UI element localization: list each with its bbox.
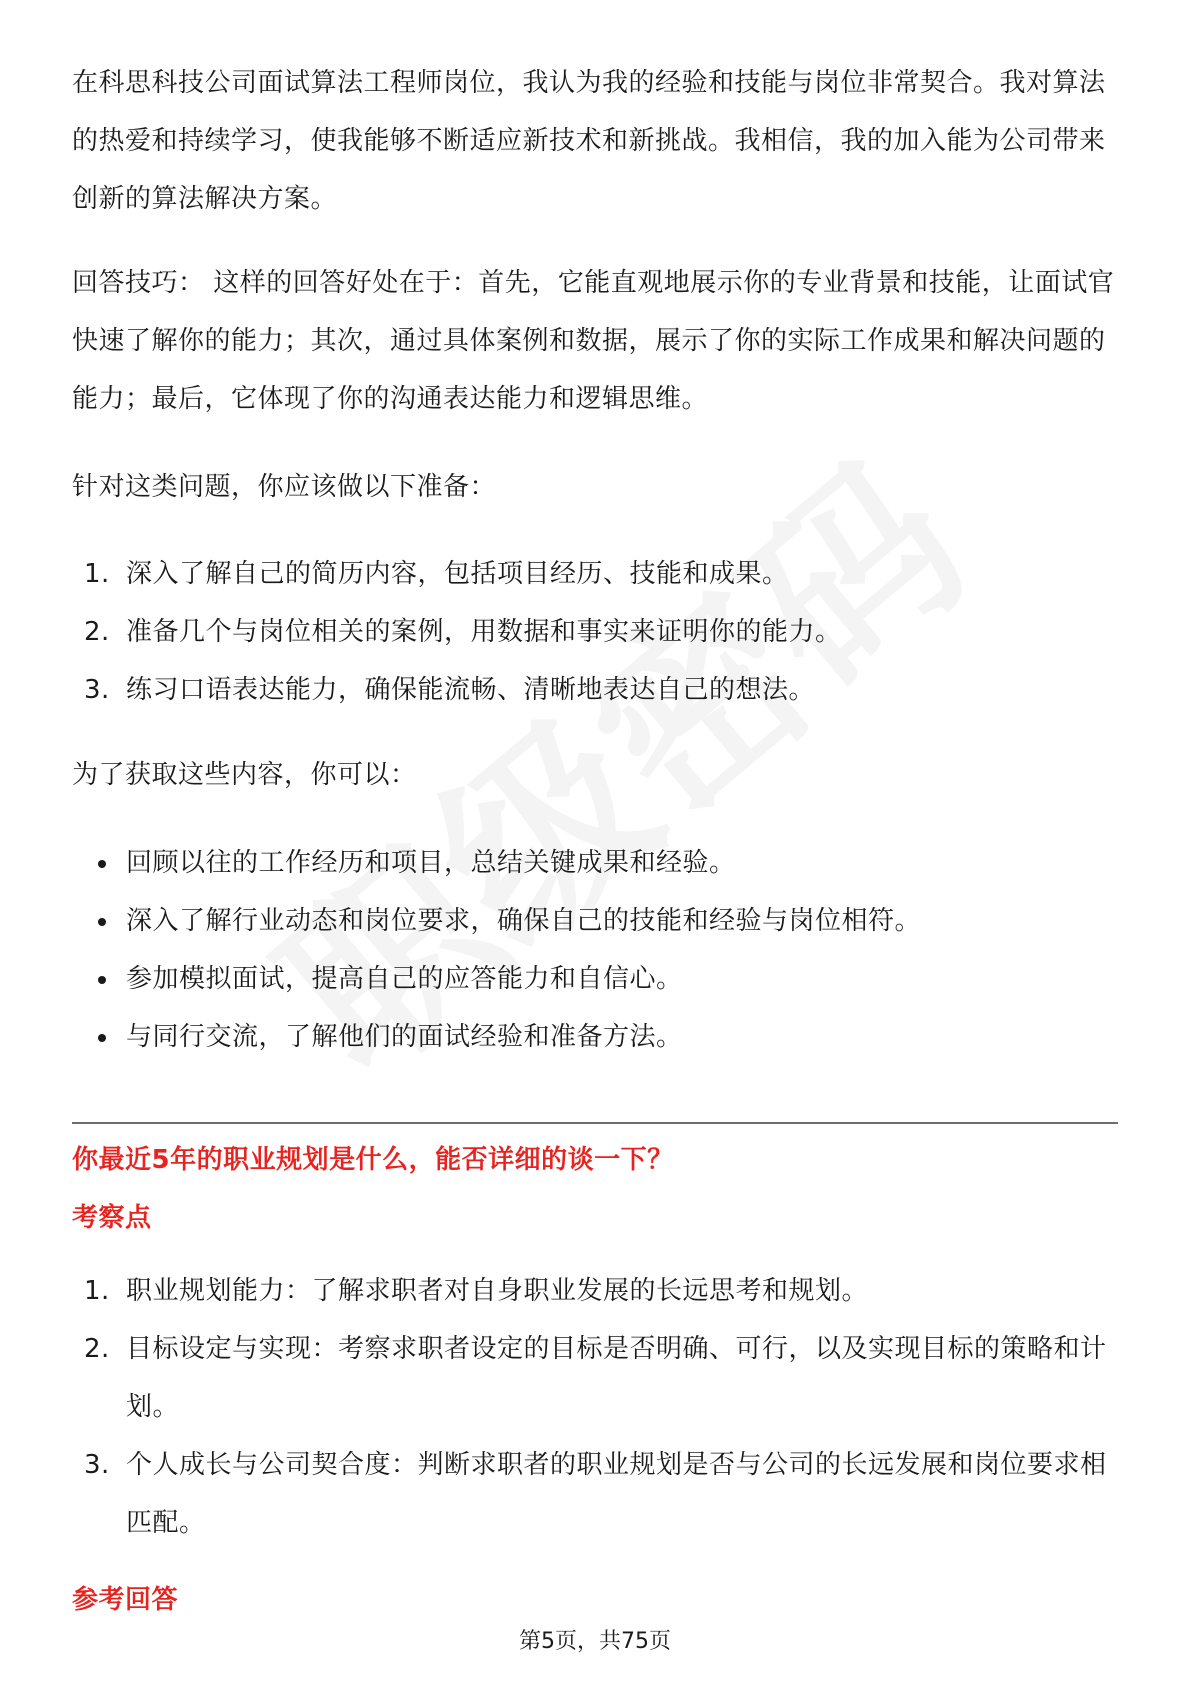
list-item-text: 与同行交流，了解他们的面试经验和准备方法。 [126,1022,683,1052]
list-item-text: 深入了解行业动态和岗位要求，确保自己的技能和经验与岗位相符。 [126,906,922,936]
prep-intro: 针对这类问题，你应该做以下准备： [72,472,497,502]
list-number: 3. [84,675,110,705]
list-number: 2. [84,617,110,647]
list-item [72,545,1118,603]
bullet-icon [98,1034,106,1042]
list-item [72,1262,1118,1320]
section-divider [72,1122,1118,1124]
list-item-text: 个人成长与公司契合度：判断求职者的职业规划是否与公司的长远发展和岗位要求相匹配。 [126,1450,1107,1538]
prep-list [72,545,1118,719]
list-item [72,834,1118,892]
bullet-icon [98,860,106,868]
examine-heading: 考察点 [72,1203,152,1233]
list-item-text: 准备几个与岗位相关的案例，用数据和事实来证明你的能力。 [126,617,842,647]
list-item [72,603,1118,661]
list-item-text: 回顾以往的工作经历和项目，总结关键成果和经验。 [126,848,736,878]
answer-paragraph: 在科思科技公司面试算法工程师岗位，我认为我的经验和技能与岗位非常契合。我对算法的热爱和持续学习，使我能够不断适应新技术和新挑战。我相信，我的加入能为公司带来创新的算法解决方案。 [72,68,1106,214]
answer-heading: 参考回答 [72,1585,179,1615]
list-item-text: 职业规划能力：了解求职者对自身职业发展的长远思考和规划。 [126,1276,869,1306]
list-item-text: 目标设定与实现：考察求职者设定的目标是否明确、可行，以及实现目标的策略和计划。 [126,1334,1107,1422]
list-item-text: 练习口语表达能力，确保能流畅、清晰地表达自己的想法。 [126,675,816,705]
list-number: 1. [84,1276,110,1306]
list-item [72,1436,1118,1552]
list-number: 2. [84,1334,110,1364]
question-heading: 你最近5年的职业规划是什么，能否详细的谈一下？ [72,1145,674,1175]
list-item [72,892,1118,950]
tips-paragraph: 回答技巧： 这样的回答好处在于：首先，它能直观地展示你的专业背景和技能，让面试官快速了解你的能力；其次，通过具体案例和数据，展示了你的实际工作成果和解决问题的能力；最后，它体现了你的沟通表达能力和逻辑思维。 [72,268,1115,414]
list-item-text: 参加模拟面试，提高自己的应答能力和自信心。 [126,964,683,994]
list-number: 3. [84,1450,110,1480]
list-number: 1. [84,559,110,589]
examine-list [72,1262,1118,1552]
howto-intro: 为了获取这些内容，你可以： [72,760,417,790]
bullet-icon [98,918,106,926]
list-item-text: 深入了解自己的简历内容，包括项目经历、技能和成果。 [126,559,789,589]
bullet-icon [98,976,106,984]
page-footer: 第5页，共75页 [519,1629,671,1654]
list-item [72,1320,1118,1436]
list-item [72,1008,1118,1066]
howto-list [72,834,1118,1066]
list-item [72,950,1118,1008]
list-item [72,661,1118,719]
